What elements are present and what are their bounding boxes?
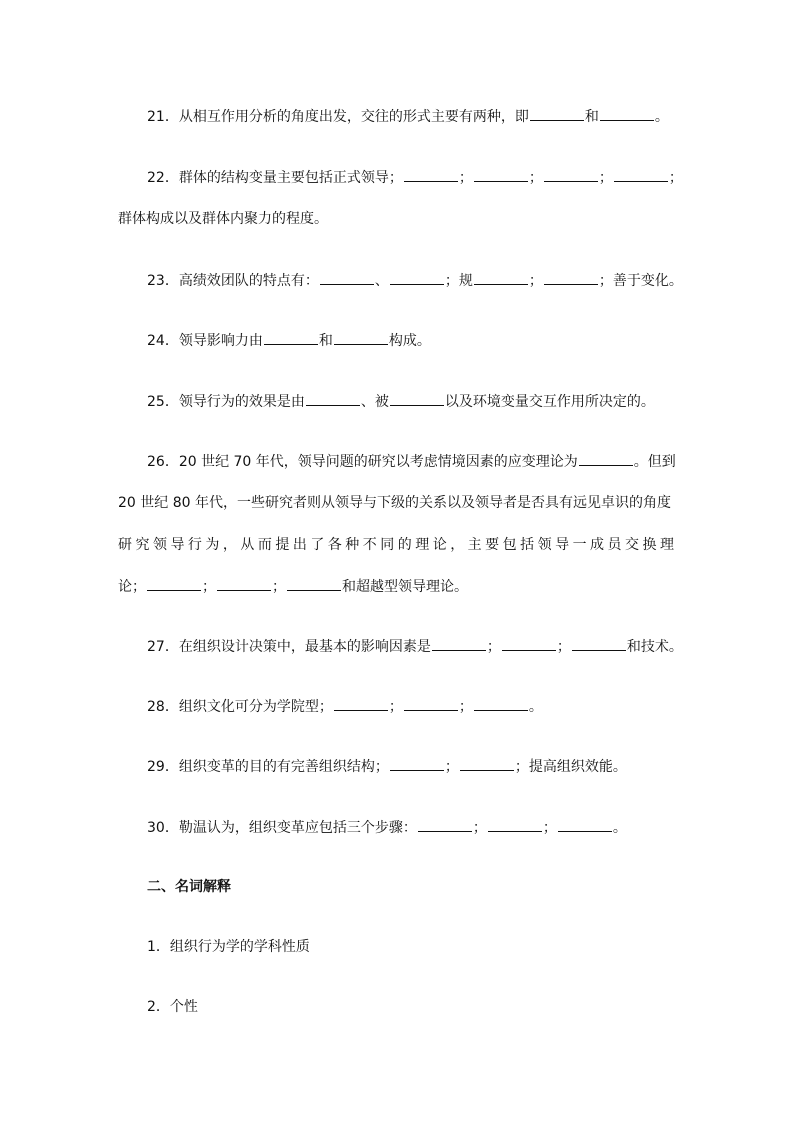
question-text: 29．组织变革的目的有完善组织结构； — [147, 759, 389, 775]
question-text: 27．在组织设计决策中，最基本的影响因素是 — [147, 639, 431, 655]
answer-blank[interactable] — [418, 817, 472, 832]
question-text: 构成。 — [388, 333, 431, 349]
answer-blank[interactable] — [390, 270, 444, 285]
question-text: 20 世纪 80 年代，一些研究者则从领导与下级的关系以及领导者是否具有远见卓识的角度 — [118, 495, 671, 511]
answer-blank[interactable] — [614, 167, 668, 182]
question-text: 和 — [318, 333, 333, 349]
question-26-line-2 — [118, 493, 793, 513]
separator: ；规 — [444, 273, 473, 289]
question-text: 和技术。 — [626, 639, 683, 655]
question-26-line-3: 研究领导行为，从而提出了各种不同的理论，主要包括领导一成员交换理 — [118, 537, 674, 553]
question-text: 25．领导行为的效果是由 — [147, 394, 305, 410]
answer-blank[interactable] — [320, 270, 374, 285]
question-text: 26．20 世纪 70 年代，领导问题的研究以考虑情境因素的应变理论为 — [147, 454, 578, 470]
question-29 — [147, 756, 793, 777]
question-text: 。 — [528, 699, 543, 715]
question-21 — [147, 106, 793, 127]
answer-blank[interactable] — [334, 330, 388, 345]
question-23 — [147, 270, 793, 291]
question-text: 、被 — [360, 394, 389, 410]
answer-blank[interactable] — [217, 576, 271, 591]
section-heading: 二、名词解释 — [147, 879, 231, 895]
answer-blank[interactable] — [390, 756, 444, 771]
separator: ； — [556, 639, 571, 655]
answer-blank[interactable] — [572, 636, 626, 651]
separator: ； — [444, 759, 459, 775]
separator: ； — [272, 579, 286, 595]
separator: ； — [528, 273, 543, 289]
question-25 — [147, 391, 793, 412]
question-text: 群体构成以及群体内聚力的程度。 — [118, 211, 328, 227]
answer-blank[interactable] — [502, 636, 556, 651]
separator: ； — [202, 579, 216, 595]
answer-blank[interactable] — [488, 817, 542, 832]
answer-blank[interactable] — [600, 106, 654, 121]
answer-blank[interactable] — [404, 696, 458, 711]
answer-blank[interactable] — [474, 696, 528, 711]
answer-blank[interactable] — [460, 756, 514, 771]
question-text: 23．高绩效团队的特点有： — [147, 273, 319, 289]
question-text: 和 — [584, 109, 599, 125]
answer-blank[interactable] — [404, 167, 458, 182]
question-text: 以及环境变量交互作用所决定的。 — [444, 394, 655, 410]
answer-blank[interactable] — [579, 451, 633, 466]
question-text: ；善于变化。 — [598, 273, 683, 289]
question-text: 和超越型领导理论。 — [342, 579, 468, 595]
answer-blank[interactable] — [287, 576, 341, 591]
answer-blank[interactable] — [306, 391, 360, 406]
separator: ； — [388, 699, 403, 715]
separator: ； — [668, 170, 683, 186]
question-text: 。 — [612, 820, 627, 836]
answer-blank[interactable] — [530, 106, 584, 121]
question-text: 21．从相互作用分析的角度出发，交往的形式主要有两种，即 — [147, 109, 529, 125]
question-text: 24．领导影响力由 — [147, 333, 263, 349]
separator: ； — [486, 639, 501, 655]
question-28 — [147, 696, 793, 717]
question-text: ；提高组织效能。 — [514, 759, 627, 775]
question-22 — [147, 167, 793, 188]
question-27 — [147, 636, 793, 657]
question-text: 30．勒温认为，组织变革应包括三个步骤： — [147, 820, 417, 836]
question-24 — [147, 330, 793, 351]
answer-blank[interactable] — [544, 167, 598, 182]
question-30 — [147, 817, 793, 838]
separator: ； — [458, 699, 473, 715]
separator: ； — [598, 170, 613, 186]
question-26 — [147, 451, 793, 472]
answer-blank[interactable] — [390, 391, 444, 406]
question-text: 论； — [118, 579, 146, 595]
list-item: 1．组织行为学的学科性质 — [147, 939, 310, 955]
question-26-line-4 — [118, 576, 793, 597]
question-text: 22．群体的结构变量主要包括正式领导； — [147, 170, 403, 186]
answer-blank[interactable] — [334, 696, 388, 711]
separator: 、 — [374, 273, 389, 289]
question-text: 。但到 — [633, 454, 676, 470]
question-text: 28．组织文化可分为学院型； — [147, 699, 333, 715]
separator: ； — [458, 170, 473, 186]
answer-blank[interactable] — [474, 167, 528, 182]
answer-blank[interactable] — [147, 576, 201, 591]
separator: ； — [528, 170, 543, 186]
answer-blank[interactable] — [544, 270, 598, 285]
answer-blank[interactable] — [474, 270, 528, 285]
answer-blank[interactable] — [432, 636, 486, 651]
list-item: 2．个性 — [147, 999, 198, 1015]
separator: ； — [472, 820, 487, 836]
answer-blank[interactable] — [264, 330, 318, 345]
question-text: 。 — [654, 109, 669, 125]
separator: ； — [542, 820, 557, 836]
question-22-continued — [118, 209, 793, 229]
answer-blank[interactable] — [558, 817, 612, 832]
